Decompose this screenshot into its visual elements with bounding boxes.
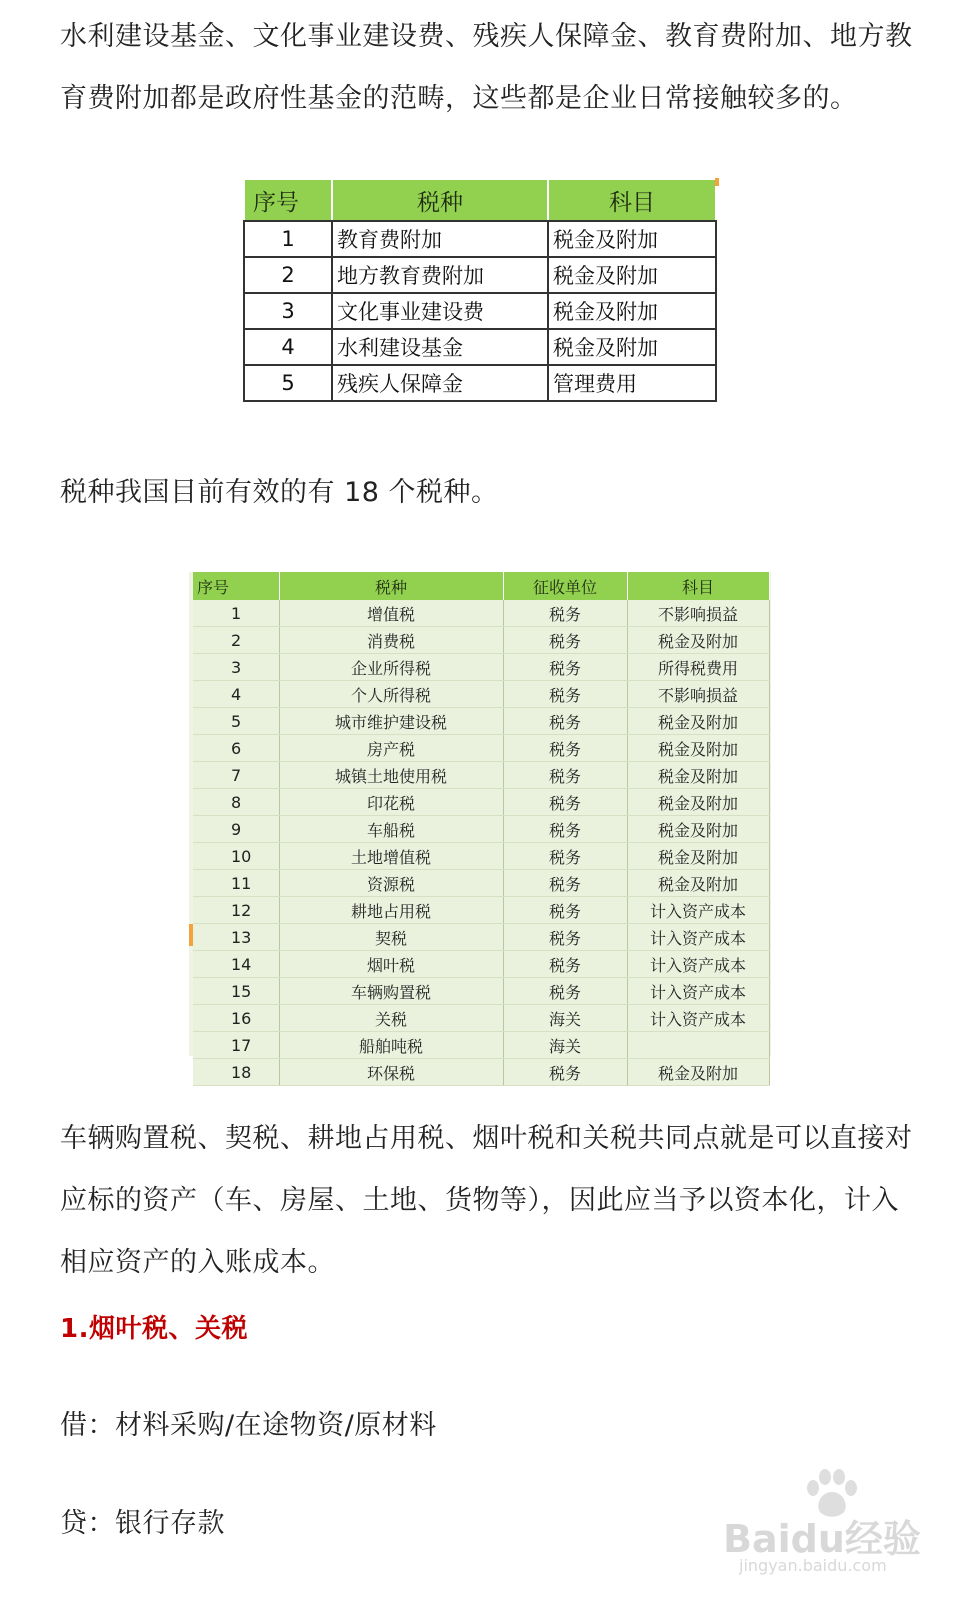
tax-table-cell: 不影响损益 — [627, 681, 769, 708]
tax-table-cell: 税务 — [503, 843, 627, 870]
tax-table-row — [193, 1059, 769, 1086]
tax-table-row — [193, 843, 769, 870]
tax-table-cell: 16 — [193, 1005, 279, 1032]
tax-table-row — [193, 1005, 769, 1032]
tax-table-cell: 税金及附加 — [627, 816, 769, 843]
tax-table-cell: 不影响损益 — [627, 600, 769, 627]
tax-table-row — [193, 951, 769, 978]
tax-table-header: 征收单位 — [503, 572, 627, 600]
tax-table-cell: 税金及附加 — [627, 762, 769, 789]
section-heading: 1.烟叶税、关税 — [60, 1314, 248, 1344]
tax-table-cell: 14 — [193, 951, 279, 978]
tax-table-cell: 10 — [193, 843, 279, 870]
fund-table-cell: 3 — [244, 293, 332, 329]
fund-table-row — [244, 365, 716, 401]
tax-table-cell: 消费税 — [279, 627, 503, 654]
fund-table-cell: 地方教育费附加 — [332, 257, 548, 293]
watermark-brand: Baidu经验 — [723, 1517, 921, 1561]
tax-table-row — [193, 735, 769, 762]
tax-table-cell: 税务 — [503, 762, 627, 789]
tax-table-cell: 契税 — [279, 924, 503, 951]
tax-table-cell: 2 — [193, 627, 279, 654]
tax-table-cell: 税金及附加 — [627, 843, 769, 870]
fund-table-cell: 2 — [244, 257, 332, 293]
tax-table-cell: 18 — [193, 1059, 279, 1086]
credit-entry: 贷：银行存款 — [60, 1508, 225, 1539]
tax-table-cell: 车船税 — [279, 816, 503, 843]
tax-table-cell: 税务 — [503, 1059, 627, 1086]
tax-table-row — [193, 789, 769, 816]
tax-table-cell: 税金及附加 — [627, 789, 769, 816]
tax-table-cell: 6 — [193, 735, 279, 762]
tax-table-cell: 税务 — [503, 870, 627, 897]
tax-table-image — [189, 572, 771, 1083]
cell-cursor-mark — [715, 178, 719, 186]
tax-table-row — [193, 600, 769, 627]
tax-table-cell: 计入资产成本 — [627, 924, 769, 951]
tax-table-row — [193, 627, 769, 654]
tax-table-cell: 税金及附加 — [627, 1059, 769, 1086]
fund-table-row — [244, 329, 716, 365]
tax-table — [193, 572, 770, 1086]
tax-table-cell: 土地增值税 — [279, 843, 503, 870]
fund-table-cell: 管理费用 — [548, 365, 716, 401]
fund-table-header: 序号 — [244, 179, 332, 221]
tax-table-row — [193, 924, 769, 951]
tax-table-row — [193, 870, 769, 897]
tax-table-cell: 15 — [193, 978, 279, 1005]
tax-table-cell: 资源税 — [279, 870, 503, 897]
tax-table-header: 科目 — [627, 572, 769, 600]
tax-table-row — [193, 1032, 769, 1059]
tax-table-cell: 税金及附加 — [627, 870, 769, 897]
row-selection-mark — [189, 924, 193, 946]
tax-table-row — [193, 816, 769, 843]
fund-table-cell: 税金及附加 — [548, 293, 716, 329]
fund-table-cell: 教育费附加 — [332, 221, 548, 257]
tax-table-cell: 城市维护建设税 — [279, 708, 503, 735]
tax-table-cell: 税务 — [503, 708, 627, 735]
capitalization-paragraph: 车辆购置税、契税、耕地占用税、烟叶税和关税共同点就是可以直接对应标的资产（车、房屋、土地、货物等），因此应当予以资本化，计入相应资产的入账成本。 — [60, 1123, 913, 1278]
tax-table-cell: 计入资产成本 — [627, 1005, 769, 1032]
tax-table-row — [193, 978, 769, 1005]
tax-table-cell: 5 — [193, 708, 279, 735]
tax-table-cell: 税务 — [503, 681, 627, 708]
watermark-url: jingyan.baidu.com — [739, 1556, 887, 1575]
tax-table-cell: 税金及附加 — [627, 708, 769, 735]
tax-table-cell: 8 — [193, 789, 279, 816]
tax-table-cell: 企业所得税 — [279, 654, 503, 681]
tax-table-cell: 海关 — [503, 1005, 627, 1032]
tax-table-cell: 印花税 — [279, 789, 503, 816]
fund-table-row — [244, 221, 716, 257]
tax-table-row — [193, 681, 769, 708]
tax-table-cell: 税金及附加 — [627, 735, 769, 762]
fund-table-image — [243, 178, 719, 406]
tax-table-cell: 海关 — [503, 1032, 627, 1059]
fund-table-row — [244, 293, 716, 329]
tax-table-cell: 房产税 — [279, 735, 503, 762]
tax-table-cell: 计入资产成本 — [627, 951, 769, 978]
fund-table-row — [244, 257, 716, 293]
tax-table-cell: 税金及附加 — [627, 627, 769, 654]
fund-table-cell: 残疾人保障金 — [332, 365, 548, 401]
tax-table-row — [193, 654, 769, 681]
tax-table-cell: 船舶吨税 — [279, 1032, 503, 1059]
fund-table-cell: 4 — [244, 329, 332, 365]
fund-table-cell: 5 — [244, 365, 332, 401]
tax-table-row — [193, 897, 769, 924]
intro-paragraph: 水利建设基金、文化事业建设费、残疾人保障金、教育费附加、地方教育费附加都是政府性基金的范畴，这些都是企业日常接触较多的。 — [60, 21, 913, 114]
tax-table-cell: 计入资产成本 — [627, 897, 769, 924]
tax-table-cell: 12 — [193, 897, 279, 924]
tax-table-cell: 税务 — [503, 978, 627, 1005]
fund-table — [243, 178, 717, 402]
fund-table-cell: 税金及附加 — [548, 329, 716, 365]
tax-table-cell: 耕地占用税 — [279, 897, 503, 924]
tax-table-cell: 税务 — [503, 924, 627, 951]
tax-table-cell: 17 — [193, 1032, 279, 1059]
fund-table-cell: 水利建设基金 — [332, 329, 548, 365]
tax-count-paragraph: 税种我国目前有效的有 18 个税种。 — [60, 477, 499, 508]
tax-table-cell: 税务 — [503, 816, 627, 843]
tax-table-header: 序号 — [193, 572, 279, 600]
tax-table-header-row — [193, 572, 769, 600]
tax-table-cell: 税务 — [503, 951, 627, 978]
tax-table-cell: 7 — [193, 762, 279, 789]
tax-table-cell: 所得税费用 — [627, 654, 769, 681]
tax-table-cell: 1 — [193, 600, 279, 627]
tax-table-header: 税种 — [279, 572, 503, 600]
tax-table-cell: 关税 — [279, 1005, 503, 1032]
fund-table-cell: 1 — [244, 221, 332, 257]
tax-table-cell: 个人所得税 — [279, 681, 503, 708]
fund-table-cell: 税金及附加 — [548, 221, 716, 257]
tax-table-cell — [627, 1032, 769, 1059]
fund-table-cell: 文化事业建设费 — [332, 293, 548, 329]
tax-table-cell: 税务 — [503, 735, 627, 762]
tax-table-cell: 税务 — [503, 627, 627, 654]
tax-table-cell: 13 — [193, 924, 279, 951]
tax-table-cell: 税务 — [503, 600, 627, 627]
tax-table-cell: 烟叶税 — [279, 951, 503, 978]
tax-table-cell: 环保税 — [279, 1059, 503, 1086]
baidu-watermark — [723, 1468, 921, 1578]
tax-table-cell: 税务 — [503, 789, 627, 816]
tax-table-cell: 11 — [193, 870, 279, 897]
fund-table-header-row — [244, 179, 716, 221]
tax-table-cell: 税务 — [503, 654, 627, 681]
tax-table-cell: 车辆购置税 — [279, 978, 503, 1005]
fund-table-header: 税种 — [332, 179, 548, 221]
tax-table-row — [193, 762, 769, 789]
tax-table-cell: 税务 — [503, 897, 627, 924]
tax-table-cell: 城镇土地使用税 — [279, 762, 503, 789]
tax-table-cell: 增值税 — [279, 600, 503, 627]
fund-table-cell: 税金及附加 — [548, 257, 716, 293]
debit-entry: 借：材料采购/在途物资/原材料 — [60, 1410, 437, 1441]
tax-table-cell: 计入资产成本 — [627, 978, 769, 1005]
fund-table-header: 科目 — [548, 179, 716, 221]
tax-table-cell: 9 — [193, 816, 279, 843]
tax-table-cell: 3 — [193, 654, 279, 681]
tax-table-row — [193, 708, 769, 735]
tax-table-cell: 4 — [193, 681, 279, 708]
